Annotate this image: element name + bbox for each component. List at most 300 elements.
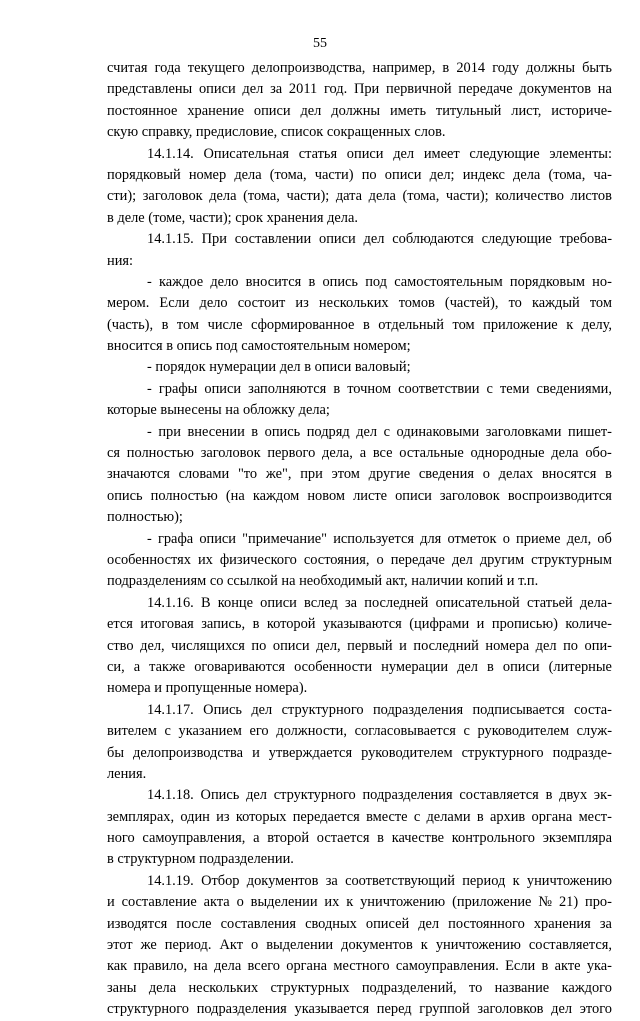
word: в xyxy=(541,958,549,975)
word: заполняются xyxy=(248,380,327,397)
page-number: 55 xyxy=(313,36,327,51)
word: дела xyxy=(513,166,541,183)
word: графы xyxy=(158,380,198,397)
word: дата xyxy=(335,188,363,205)
word: из xyxy=(216,808,230,825)
word: заны xyxy=(107,979,137,996)
word: 21) xyxy=(558,894,579,911)
word: (литерные xyxy=(548,658,612,675)
word: с xyxy=(486,380,493,397)
text-line xyxy=(107,251,612,272)
word: каждом xyxy=(252,487,300,504)
word: сокращенных xyxy=(326,124,415,141)
word: дел xyxy=(535,637,557,654)
word: выделении xyxy=(266,937,334,954)
text-line xyxy=(107,935,612,956)
word: передаче xyxy=(458,81,513,98)
word: руководителем xyxy=(477,723,570,740)
word: опись xyxy=(322,273,358,290)
word: ука- xyxy=(586,958,612,975)
word: всего xyxy=(247,958,280,975)
word: том xyxy=(452,316,475,333)
word: структурного xyxy=(281,701,364,718)
word: опись xyxy=(176,338,216,355)
word: дел xyxy=(279,359,305,376)
word: дел xyxy=(242,81,264,98)
text-line xyxy=(107,614,612,635)
word: количество xyxy=(495,188,564,205)
text-line xyxy=(107,464,612,485)
word: и xyxy=(107,894,115,911)
word: руководителем xyxy=(361,744,453,761)
word: в xyxy=(161,316,169,333)
word: обо- xyxy=(585,445,612,462)
word: которой xyxy=(266,616,316,633)
word: самостоятельным xyxy=(394,273,503,290)
word: (тома, xyxy=(402,188,440,205)
text-line xyxy=(107,379,612,400)
word: историче- xyxy=(551,102,612,119)
word: и xyxy=(252,744,260,761)
word: используется xyxy=(333,530,415,547)
word: особенностях xyxy=(107,551,191,568)
word: нумерации xyxy=(209,359,280,376)
word: ся xyxy=(107,445,121,462)
word: в xyxy=(362,316,370,333)
word: опись xyxy=(264,423,301,440)
word: составления xyxy=(220,915,297,932)
word: внесении xyxy=(187,423,245,440)
word: порядковый xyxy=(107,166,181,183)
word: составляется, xyxy=(528,937,612,954)
word: под xyxy=(215,338,242,355)
word: отдельный xyxy=(378,316,444,333)
word: про- xyxy=(585,894,612,911)
word: дел, xyxy=(566,530,592,547)
word: номера xyxy=(485,637,530,654)
text-line xyxy=(107,828,612,849)
word: си, xyxy=(107,658,125,675)
word: запись, xyxy=(201,616,246,633)
word: элементы: xyxy=(549,145,612,162)
word: архив xyxy=(489,808,526,825)
word: № xyxy=(538,894,553,911)
word: и xyxy=(399,637,407,654)
word: опись xyxy=(107,487,143,504)
word: описи xyxy=(198,81,236,98)
word: наличии xyxy=(411,573,467,590)
word: деле xyxy=(117,209,149,226)
word: другим xyxy=(479,551,525,568)
word: дело xyxy=(199,295,228,312)
word: значаются xyxy=(107,466,170,483)
word: делами xyxy=(426,808,471,825)
word: мест- xyxy=(578,808,612,825)
word: период xyxy=(462,872,506,889)
word: хранения xyxy=(533,915,591,932)
word: 14.1.14. xyxy=(147,145,194,162)
word: года xyxy=(154,60,181,76)
word: новом xyxy=(307,487,345,504)
word: подписывается xyxy=(472,701,565,718)
word: в xyxy=(605,466,612,483)
word: органа xyxy=(531,808,573,825)
text-line xyxy=(107,529,612,550)
word: оговариваются xyxy=(194,658,286,675)
word: при xyxy=(158,423,181,440)
word: 14.1.19. xyxy=(147,872,194,889)
word: Акт xyxy=(219,937,243,954)
text-line xyxy=(107,849,612,870)
word: полностью xyxy=(126,445,194,462)
word: в xyxy=(304,359,315,376)
word: дела; xyxy=(298,402,330,419)
word: передаче xyxy=(390,551,445,568)
word: заголовок xyxy=(439,487,500,504)
word: 14.1.15. xyxy=(147,231,194,248)
word: контрольного xyxy=(451,830,535,847)
text-line xyxy=(107,657,612,678)
word: (томе, xyxy=(148,209,189,226)
word: соответствии xyxy=(398,380,480,397)
word: При xyxy=(201,231,227,248)
word: итоговая xyxy=(140,616,194,633)
word: в xyxy=(476,808,484,825)
word: дела, xyxy=(322,445,353,462)
word: следующие xyxy=(469,145,540,162)
word: дел xyxy=(551,1001,573,1018)
word: отметок xyxy=(447,530,497,547)
word: к xyxy=(346,894,354,911)
word: после xyxy=(176,915,212,932)
word: В xyxy=(200,594,211,611)
word: соответствующий xyxy=(345,872,455,889)
text-line xyxy=(107,978,612,999)
text-line xyxy=(107,871,612,892)
word: ния: xyxy=(107,252,134,269)
text-line xyxy=(107,743,612,764)
word: по xyxy=(251,637,267,654)
word: 14.1.18. xyxy=(147,787,194,804)
word: каждого xyxy=(561,979,612,996)
word: передается xyxy=(292,808,360,825)
word: дела xyxy=(551,445,579,462)
word: томов xyxy=(398,295,435,312)
word: последний xyxy=(413,637,479,654)
word: том xyxy=(176,316,200,333)
word: и xyxy=(506,573,519,590)
word: в xyxy=(487,658,494,675)
word: о xyxy=(236,894,244,911)
word: 14.1.16. xyxy=(147,594,194,611)
word: однородные xyxy=(470,445,545,462)
word: числе xyxy=(207,316,243,333)
text-line xyxy=(107,422,612,443)
word: описи xyxy=(204,380,242,397)
word: требова- xyxy=(559,231,612,248)
word: числящихся xyxy=(171,637,245,654)
word: составляется xyxy=(459,787,539,804)
word: дел xyxy=(251,701,273,718)
text-line xyxy=(107,914,612,935)
word: точном xyxy=(347,380,392,397)
text-line xyxy=(107,721,612,742)
word: по xyxy=(361,166,377,183)
word: выделении xyxy=(250,894,318,911)
word: описи xyxy=(260,594,297,611)
word: номера). xyxy=(255,680,308,697)
word: срок xyxy=(235,209,267,226)
text-line xyxy=(107,807,612,828)
word: ссылкой xyxy=(227,573,282,590)
word: приеме xyxy=(516,530,561,547)
word: описи xyxy=(253,102,291,119)
word: словами xyxy=(178,466,230,483)
word: дел xyxy=(300,102,322,119)
word: нумерации xyxy=(381,658,449,675)
word: делопроизводства xyxy=(133,744,244,761)
word: статьей xyxy=(526,594,573,611)
word: заголовок xyxy=(200,445,261,462)
word: вителем xyxy=(107,723,157,740)
word: указанием xyxy=(178,723,242,740)
word: Опись xyxy=(200,787,240,804)
word: другие xyxy=(368,466,411,483)
word: структурных xyxy=(270,979,350,996)
word: порядок xyxy=(155,359,210,376)
word: подразделения xyxy=(372,701,464,718)
word: подразделений, xyxy=(361,979,457,996)
word: их xyxy=(324,894,340,911)
word: должны xyxy=(331,102,381,119)
word: (приложение xyxy=(452,894,532,911)
text-line xyxy=(107,165,612,186)
word: теми xyxy=(500,380,530,397)
word: ления. xyxy=(107,765,147,782)
word: воспроизводится xyxy=(507,487,612,504)
word: (частей), xyxy=(444,295,499,312)
text-line xyxy=(107,229,612,250)
word: с xyxy=(463,723,470,740)
word: скую xyxy=(107,124,142,141)
word: (цифрами xyxy=(409,616,470,633)
word: документов xyxy=(341,937,413,954)
word: дел xyxy=(451,551,473,568)
word: год. xyxy=(323,81,348,98)
word: состояния, xyxy=(303,551,370,568)
word: заголовками xyxy=(485,423,562,440)
word: документов xyxy=(246,872,319,889)
word: в xyxy=(308,273,316,290)
word: нескольких xyxy=(188,979,259,996)
word: за xyxy=(599,915,612,932)
text-line xyxy=(107,700,612,721)
word: первого xyxy=(267,445,316,462)
word: вынесены xyxy=(160,402,226,419)
text-line xyxy=(107,571,612,592)
word: описи xyxy=(346,145,384,162)
word: статья xyxy=(298,145,338,162)
word: 2014 xyxy=(456,60,486,76)
word: которые xyxy=(107,402,161,419)
word: пишет- xyxy=(568,423,612,440)
word: сведениями, xyxy=(536,380,612,397)
word: дел xyxy=(246,787,267,804)
word: приложение xyxy=(483,316,558,333)
word: дела- xyxy=(579,594,612,611)
word: быть xyxy=(582,60,612,76)
word: к xyxy=(566,316,574,333)
word: уничтожению xyxy=(360,894,446,911)
word: о xyxy=(482,466,490,483)
word: опи- xyxy=(584,637,612,654)
word: этот xyxy=(107,937,133,954)
word: текущего xyxy=(187,60,245,76)
word: же xyxy=(140,937,157,954)
word: подразделении. xyxy=(199,851,294,868)
text-line xyxy=(107,336,612,357)
text-line xyxy=(107,101,612,122)
word: хранение xyxy=(187,102,244,119)
text-line xyxy=(107,58,612,79)
word: в xyxy=(545,787,553,804)
word: справку, xyxy=(141,124,196,141)
word: подразделения xyxy=(196,1001,287,1018)
word: подразделения xyxy=(362,787,453,804)
word: должности, xyxy=(276,723,347,740)
word: дел xyxy=(393,145,415,162)
word: подряд xyxy=(306,423,350,440)
word: делу, xyxy=(581,316,612,333)
text-line xyxy=(107,144,612,165)
word: дела xyxy=(148,979,177,996)
word: составлении xyxy=(234,231,312,248)
word: лист, xyxy=(511,102,542,119)
word: ча- xyxy=(593,166,612,183)
text-line xyxy=(107,400,612,421)
word: об xyxy=(597,530,612,547)
word: графа xyxy=(157,530,194,547)
word: полностью xyxy=(150,487,218,504)
word: году xyxy=(492,60,520,76)
text-line xyxy=(107,892,612,913)
word: первичной xyxy=(386,81,452,98)
word: обложку xyxy=(242,402,299,419)
word: Отбор xyxy=(201,872,240,889)
word: органа xyxy=(286,958,328,975)
word: акт, xyxy=(385,573,412,590)
word: копий xyxy=(466,573,507,590)
word: название xyxy=(494,979,550,996)
word: части); xyxy=(286,188,330,205)
word: нескольких xyxy=(318,295,389,312)
word: количе- xyxy=(565,616,612,633)
word: вносится xyxy=(107,338,167,355)
word: для xyxy=(420,530,442,547)
word: - xyxy=(147,380,152,397)
word: качестве xyxy=(391,830,445,847)
word: Если xyxy=(159,295,190,312)
word: самостоятельным xyxy=(241,338,354,355)
word: (часть), xyxy=(107,316,154,333)
word: служ- xyxy=(576,723,612,740)
word: дел, xyxy=(316,637,341,654)
word: структурного xyxy=(107,1001,189,1018)
word: о xyxy=(251,937,259,954)
word: акта xyxy=(203,894,230,911)
word: этом xyxy=(331,466,360,483)
word: за xyxy=(345,594,358,611)
word: номером; xyxy=(353,338,411,355)
word: один xyxy=(180,808,210,825)
word: физического xyxy=(219,551,297,568)
word: вносится xyxy=(245,273,302,290)
word: 14.1.17. xyxy=(147,701,194,718)
word: составление xyxy=(121,894,197,911)
word: описей xyxy=(365,915,410,932)
word: изводятся xyxy=(107,915,168,932)
word: как xyxy=(107,958,128,975)
word: дела. xyxy=(327,209,358,226)
word: в xyxy=(252,616,260,633)
word: слов. xyxy=(414,124,446,141)
word: список xyxy=(280,124,327,141)
word: порядковым xyxy=(509,273,585,290)
word: утверждается xyxy=(268,744,353,761)
word: вместе xyxy=(366,808,408,825)
word: самоуправления, xyxy=(142,830,246,847)
word: а xyxy=(253,830,260,847)
word: к xyxy=(512,872,520,889)
word: одинаковыми xyxy=(396,423,480,440)
word: период. xyxy=(164,937,212,954)
word: 2011 xyxy=(288,81,318,98)
word: ного xyxy=(107,830,135,847)
text-line xyxy=(107,272,612,293)
word: описи xyxy=(384,166,422,183)
word: с xyxy=(164,723,171,740)
word: сведения xyxy=(418,466,474,483)
word: делах xyxy=(498,466,534,483)
word: пропущенные xyxy=(165,680,256,697)
word: индекс xyxy=(462,166,505,183)
word: под xyxy=(365,273,387,290)
word: вносятся xyxy=(541,466,597,483)
word: При xyxy=(353,81,380,98)
word: в xyxy=(333,380,341,397)
text-line xyxy=(107,486,612,507)
word: ство xyxy=(107,637,134,654)
text-line xyxy=(107,593,612,614)
word: описи xyxy=(395,487,432,504)
word: все xyxy=(372,445,393,462)
word: валовый; xyxy=(354,359,411,376)
word: Описательная xyxy=(203,145,290,162)
word: этого xyxy=(579,1001,612,1018)
word: предисловие, xyxy=(195,124,281,141)
text-line xyxy=(107,999,612,1020)
text-line xyxy=(107,443,612,464)
word: согласовывается xyxy=(354,723,456,740)
word: местного xyxy=(333,958,390,975)
word: иметь xyxy=(389,102,427,119)
word: также xyxy=(149,658,186,675)
word: в xyxy=(107,851,118,868)
word: из xyxy=(295,295,309,312)
word: части); xyxy=(445,188,489,205)
word: за xyxy=(325,872,338,889)
word: прописью) xyxy=(491,616,558,633)
